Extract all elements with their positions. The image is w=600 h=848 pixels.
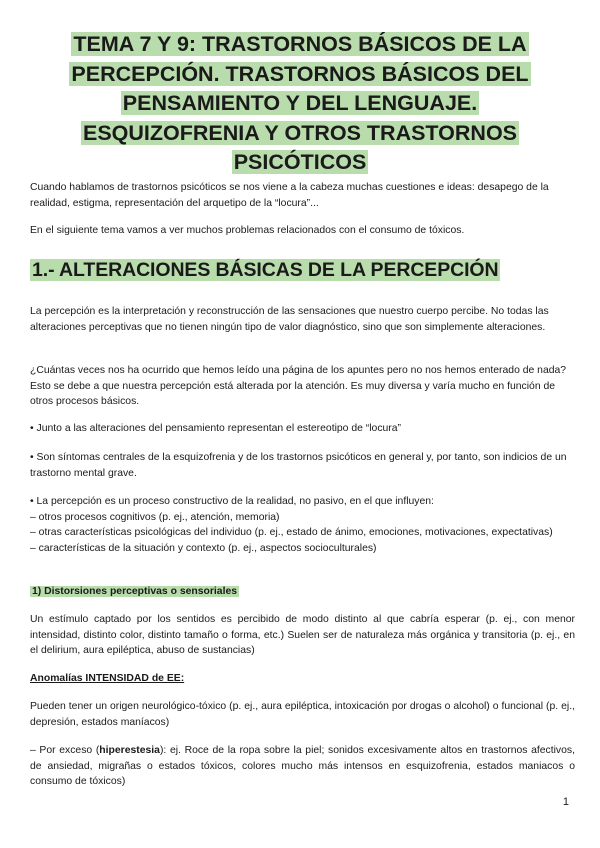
dash-item-cognitivos: – otros procesos cognitivos (p. ej., atención, memoria) bbox=[30, 511, 280, 523]
document-title bbox=[30, 30, 570, 178]
anomalias-paragraph: Pueden tener un origen neurológico-tóxico (p. ej., aura epiléptica, intoxicación por drogas o alcohol) o funcional (p. ej., depresión, estados maníacos) bbox=[30, 701, 575, 728]
bullet-proceso-text: • La percepción es un proceso constructivo de la realidad, no pasivo, en el que influyen: bbox=[30, 496, 434, 507]
page-number: 1 bbox=[562, 796, 569, 808]
title-line-1: TEMA 7 Y 9: TRASTORNOS BÁSICOS DE LA bbox=[73, 32, 527, 56]
dash-item-psicologicas: – otras características psicológicas del individuo (p. ej., estado de ánimo, emociones, motivaciones, expectativas) bbox=[30, 527, 553, 539]
hiperestesia-prefix: – Por exceso ( bbox=[30, 745, 100, 756]
hiperestesia-term: hiperestesia bbox=[99, 745, 160, 756]
hiperestesia-rest: ): ej. Roce de la ropa sobre la piel; sonidos excesivamente altos en trastornos afectivos, de ansiedad, migrañas o estados tóxicos, colores mucho más intensos en esquizofrenia, estados maniacos o consumo de tóxicos) bbox=[30, 745, 575, 788]
section-heading-percepcion bbox=[30, 257, 500, 284]
bullet-estereotipo: • Junto a las alteraciones del pensamiento representan el estereotipo de “locura” bbox=[30, 423, 401, 434]
dash-item-contexto: – características de la situación y contexto (p. ej., aspectos socioculturales) bbox=[30, 542, 377, 554]
section1-paragraph-2: ¿Cuántas veces nos ha ocurrido que hemos leído una página de los apuntes pero no nos hemos enterado de nada? Esto se debe a que nuestra percepción está alterada por la atención. Es muy diversa y varía mucho en función de otros procesos básicos. bbox=[30, 365, 567, 408]
intro-paragraph-2: En el siguiente tema vamos a ver muchos problemas relacionados con el consumo de tóxicos. bbox=[30, 225, 465, 236]
hiperestesia-paragraph bbox=[30, 743, 575, 790]
title-line-3: PENSAMIENTO Y DEL LENGUAJE. bbox=[122, 91, 478, 116]
bullet-sintomas: • Son síntomas centrales de la esquizofrenia y de los trastornos psicóticos en general y, por tanto, son indicios de un trastorno mental grave. bbox=[30, 452, 567, 479]
distorsiones-paragraph: Un estímulo captado por los sentidos es percibido de modo distinto al que cabría esperar (p. ej., con menor intensidad, distinto color, distinto tamaño o forma, etc.) Suelen ser de naturaleza más orgánica y transitoria (p. ej., en el delirium, aura epiléptica, abuso de sustancias) bbox=[30, 614, 575, 657]
intro-paragraph-1: Cuando hablamos de trastornos psicóticos se nos viene a la cabeza muchas cuestiones e ideas: desapego de la realidad, estigma, representación del arquetipo de la “locura”... bbox=[30, 182, 549, 209]
subsection-heading-text: 1) Distorsiones perceptivas o sensoriales bbox=[32, 586, 238, 597]
subsection-heading-distorsiones bbox=[30, 584, 575, 600]
title-line-4: ESQUIZOFRENIA Y OTROS TRASTORNOS bbox=[82, 120, 518, 145]
title-line-5: PSICÓTICOS bbox=[233, 150, 367, 175]
anomalias-heading: Anomalías INTENSIDAD de EE: bbox=[30, 673, 185, 684]
section1-paragraph-1: La percepción es la interpretación y reconstrucción de las sensaciones que nuestro cuerpo percibe. No todas las alteraciones perceptivas que no tienen ningún tipo de valor diagnóstico, sino que son simplemente alteraciones. bbox=[30, 306, 549, 333]
bullet-proceso-constructivo bbox=[30, 494, 575, 556]
section-heading-text: 1.- ALTERACIONES BÁSICAS DE LA PERCEPCIÓN bbox=[32, 259, 499, 281]
title-line-2: PERCEPCIÓN. TRASTORNOS BÁSICOS DEL bbox=[71, 61, 529, 86]
